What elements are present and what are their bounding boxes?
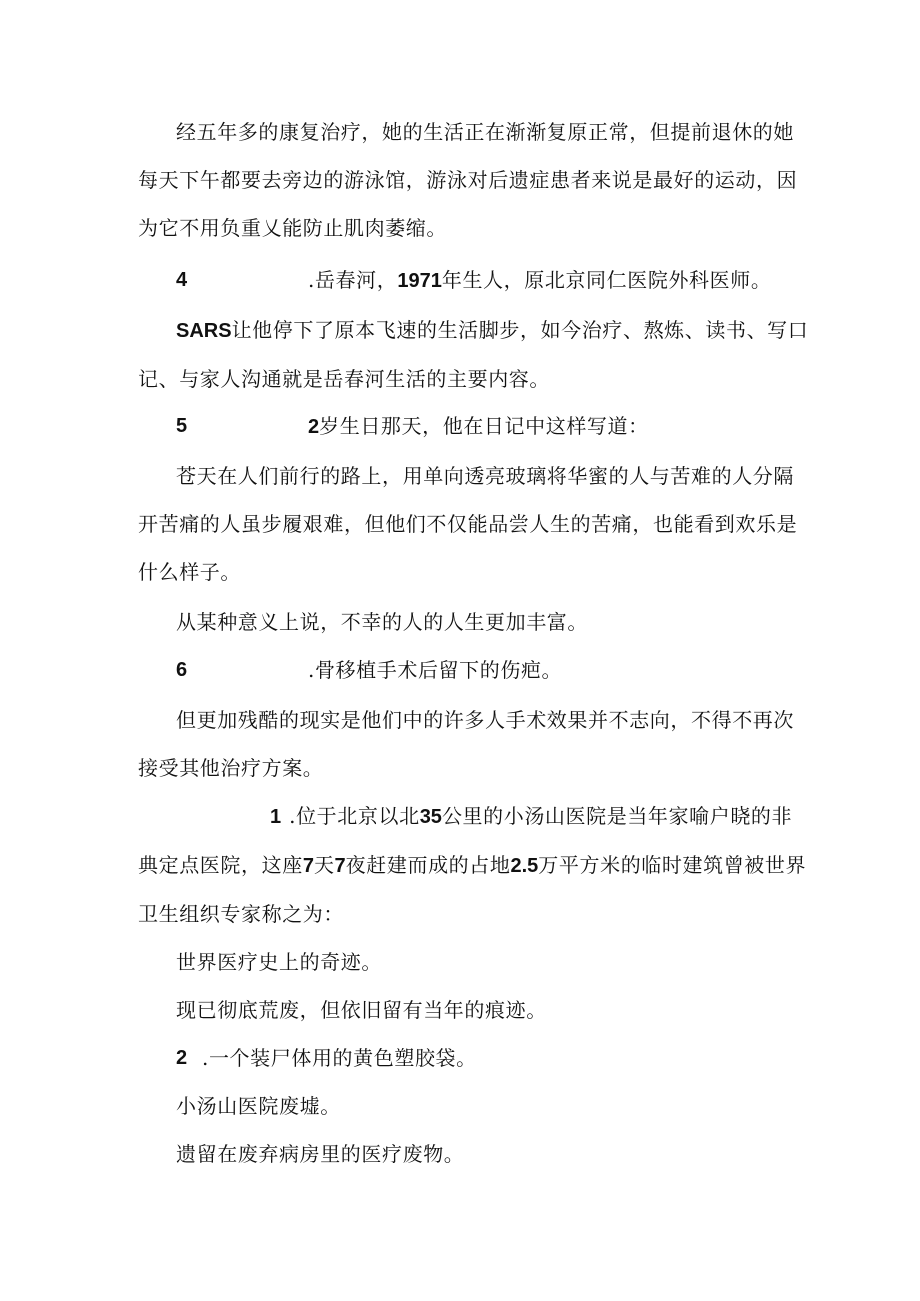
paragraph-sars <box>138 306 809 403</box>
caption-text <box>308 402 649 451</box>
paragraph-sky <box>138 452 798 596</box>
text-line <box>138 792 793 841</box>
text-line: 记、与家人沟通就是岳春河生活的主要内容。 <box>138 367 550 391</box>
distance-number: 35 <box>419 806 442 828</box>
text-segment: .位于北京以北 <box>289 804 420 828</box>
days-number: 7 <box>302 855 314 877</box>
paragraph-recovery <box>138 108 798 252</box>
text-line: 卫生组织专家称之为： <box>138 902 344 926</box>
text-line: 经五年多的康复治疗，她的生活正在渐渐复原正常，但提前退休的她 <box>176 120 794 144</box>
paragraph-ruins-caption <box>138 1082 784 1130</box>
paragraph-meaning <box>138 598 784 646</box>
year-number: 1971 <box>397 270 442 292</box>
caption-item-1 <box>138 792 807 938</box>
text-line-rest: 让他停下了原本飞速的生活脚步，如今治疗、熬炼、读书、写口 <box>231 318 809 342</box>
text-line: 但更加残酷的现实是他们中的许多人手术效果并不志向，不得不再次 <box>176 708 794 732</box>
item-number: 5 <box>176 415 188 437</box>
caption-text-pre: .岳春河， <box>308 268 398 292</box>
text-segment: 天 <box>313 853 335 877</box>
sars-term: SARS <box>176 320 232 342</box>
item-number: 2 <box>176 1047 188 1069</box>
text-line: 开苦痛的人虽步履艰难，但他们不仅能品尝人生的苦痛，也能看到欢乐是 <box>138 512 798 536</box>
text-line: 每天下午都要去旁边的游泳馆，游泳对后遗症患者来说是最好的运动，因 <box>138 168 798 192</box>
caption-text <box>308 256 771 305</box>
text-line: 为它不用负重乂能防止肌肉萎缩。 <box>138 216 447 240</box>
text-segment: 典定点医院，这座 <box>138 853 303 877</box>
paragraph-cruel <box>138 696 794 792</box>
area-number: 2.5 <box>510 855 539 877</box>
text-line <box>138 306 809 355</box>
paragraph-miracle <box>138 938 784 986</box>
text-line: 小汤山医院废墟。 <box>176 1094 341 1118</box>
age-number: 2 <box>308 416 320 438</box>
caption-text-body: 岁生日那天，他在日记中这样写道： <box>319 414 649 438</box>
caption-text: .骨移植手术后留下的伤疤。 <box>308 658 563 682</box>
paragraph-waste-caption <box>138 1130 784 1178</box>
text-line: 接受其他治疗方案。 <box>138 756 324 780</box>
item-number: 1 <box>270 806 282 828</box>
text-line: 现已彻底荒废，但依旧留有当年的痕迹。 <box>176 998 547 1022</box>
nights-number: 7 <box>334 855 346 877</box>
text-line: 从某种意义上说，不幸的人的人生更加丰富。 <box>176 610 588 634</box>
text-segment: 公里的小汤山医院是当年家喻户晓的非 <box>441 804 793 828</box>
text-line: 遗留在废弃病房里的医疗废物。 <box>176 1142 465 1166</box>
text-line <box>138 841 807 890</box>
caption-text-post: 年生人，原北京同仁医院外科医师。 <box>441 268 772 292</box>
text-segment: 万平方米的临时建筑曾被世界 <box>538 853 807 877</box>
text-line: 世界医疗史上的奇迹。 <box>176 950 382 974</box>
item-number: 4 <box>176 269 188 291</box>
text-line: 苍天在人们前行的路上，用单向透亮玻璃将华蜜的人与苦难的人分隔 <box>176 464 794 488</box>
text-segment: 夜赶建而成的占地 <box>345 853 511 877</box>
item-number: 6 <box>176 659 188 681</box>
caption-text: .一个装尸体用的黄色塑胶袋。 <box>202 1046 477 1070</box>
text-line: 什么样子。 <box>138 560 241 584</box>
paragraph-ruin <box>138 986 784 1034</box>
